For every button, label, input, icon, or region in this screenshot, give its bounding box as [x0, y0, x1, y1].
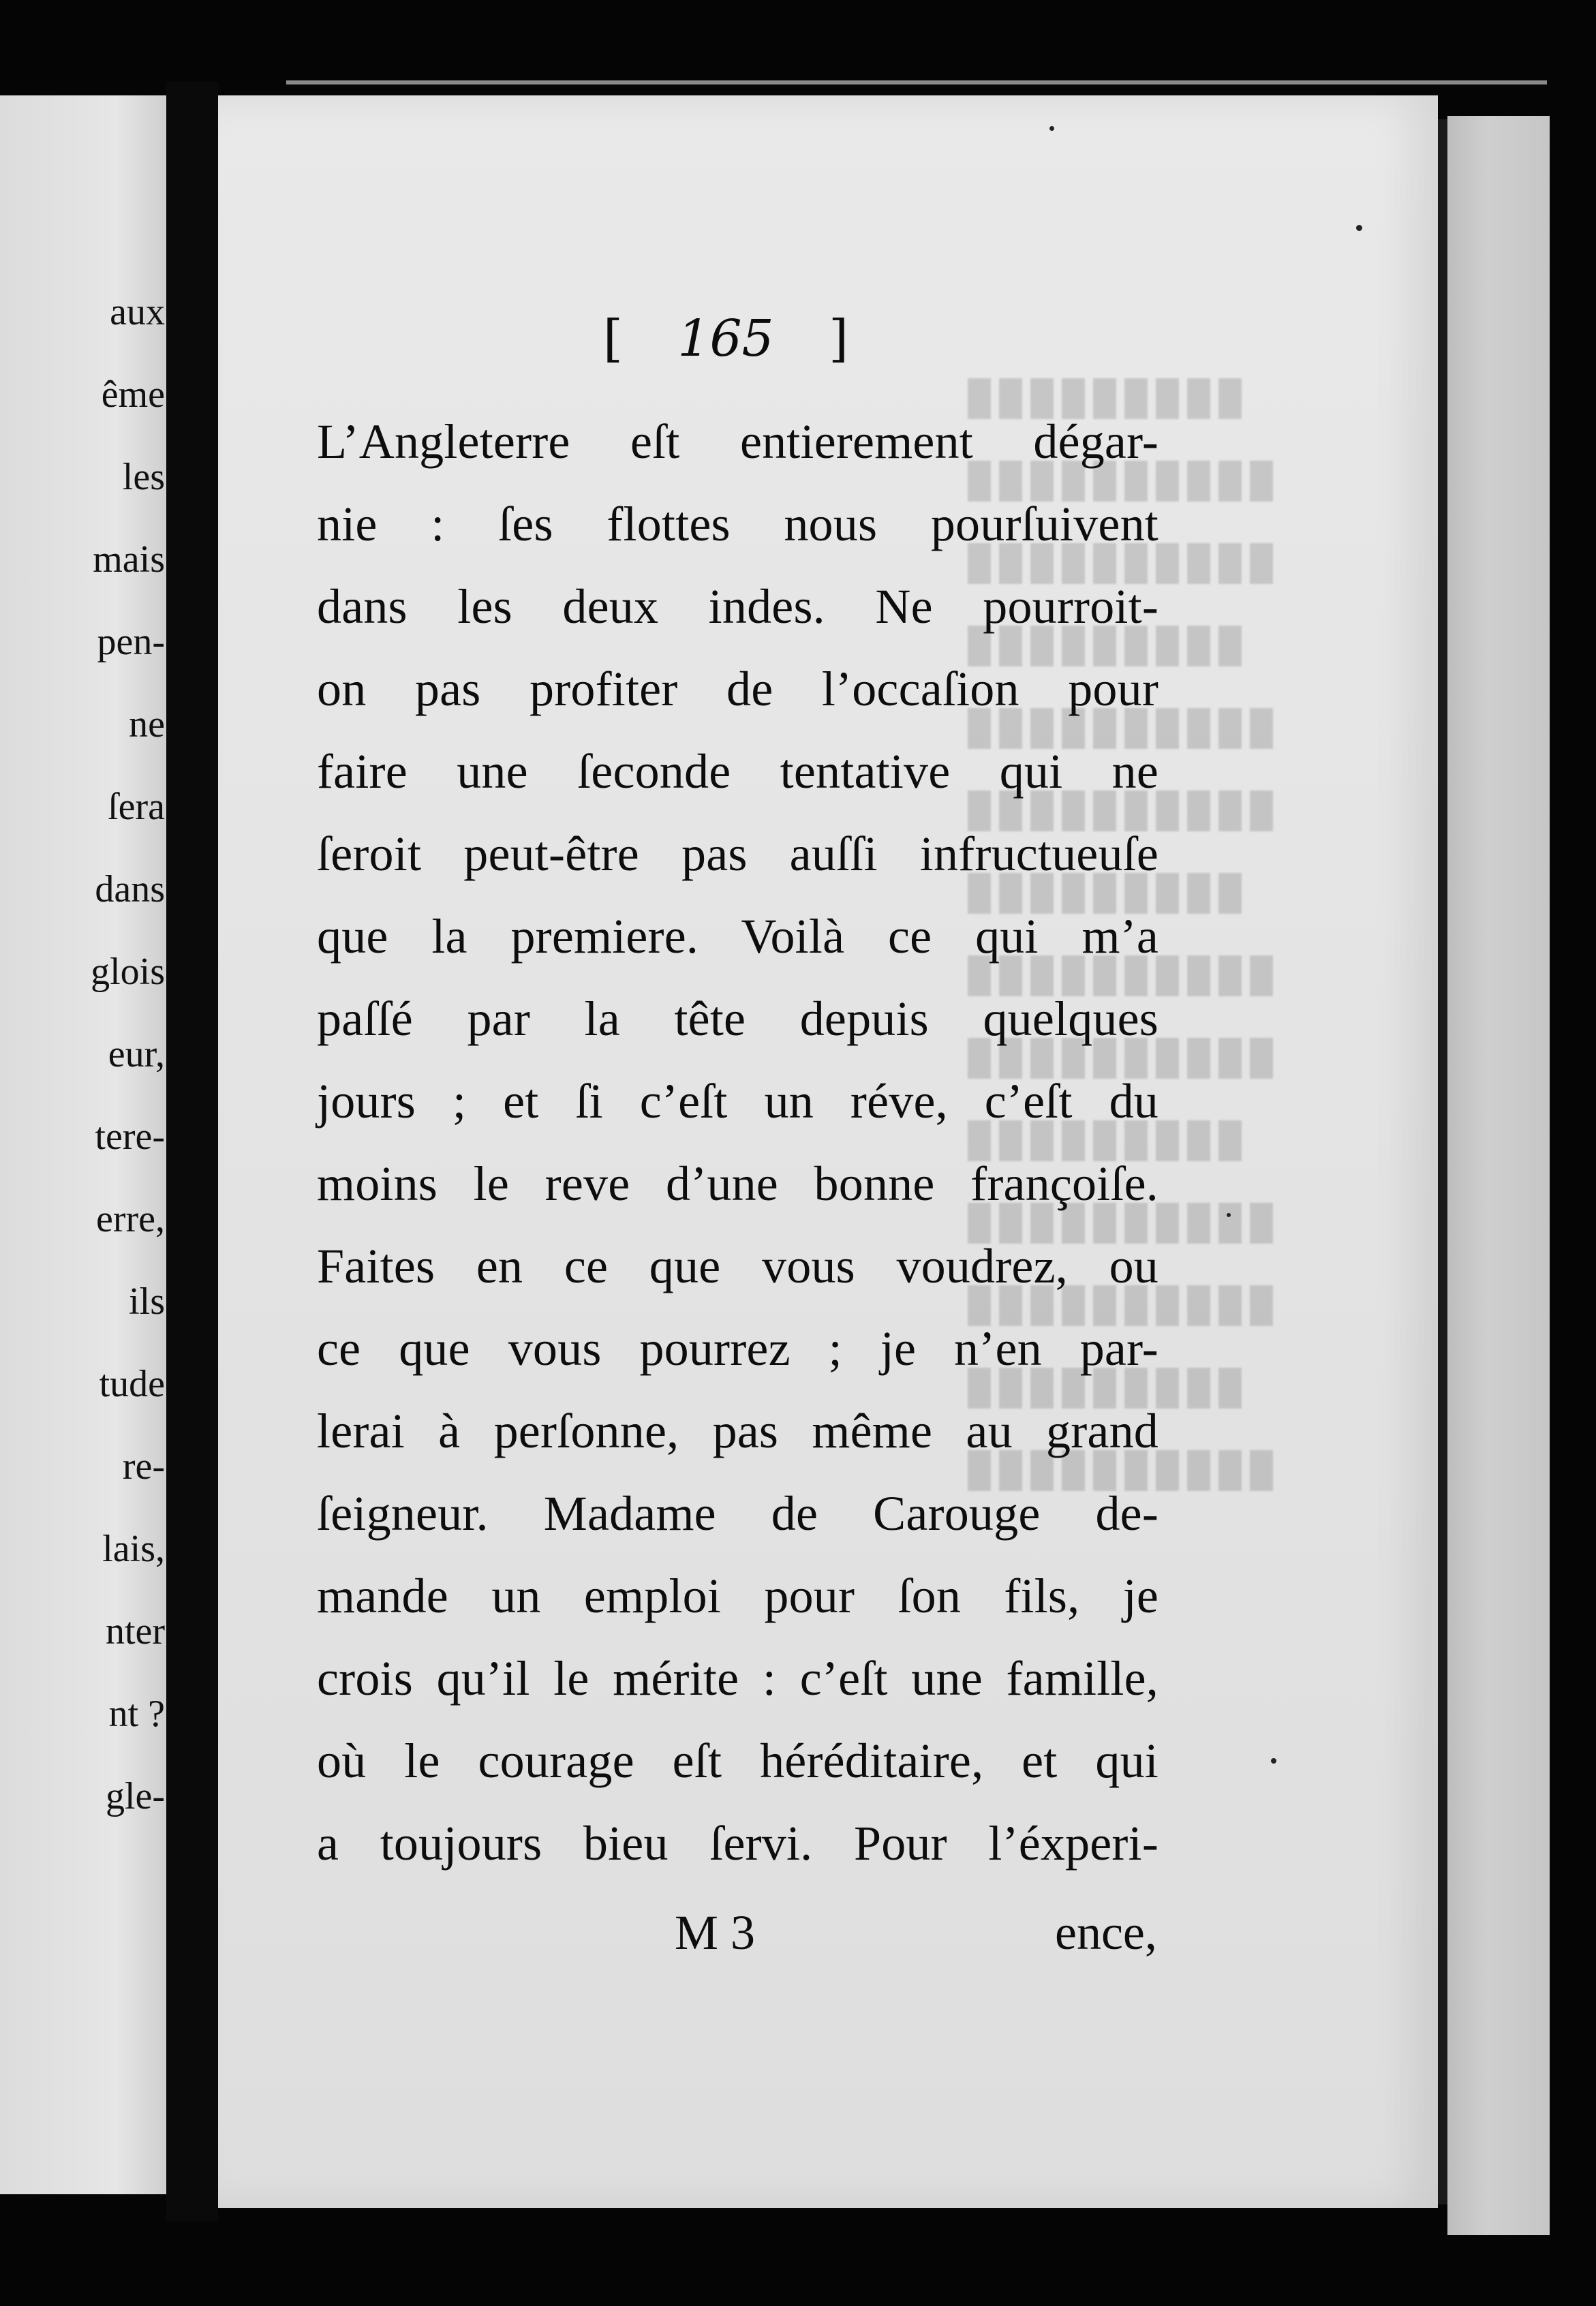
ink-speck [1227, 1213, 1231, 1217]
text-line: que la premiere. Voilà ce qui m’a [317, 909, 1158, 964]
text-line: ſeroit peut-être pas auſſi infructueuſe [317, 827, 1158, 881]
next-page-strip [1447, 116, 1550, 2235]
left-page-fragment: tere- [95, 1116, 165, 1158]
text-line: faire une ſeconde tentative qui ne [317, 744, 1158, 799]
left-page-fragment: erre, [95, 1198, 165, 1240]
left-page-fragment: ſera [108, 786, 165, 828]
left-page-fragment: ême [101, 373, 165, 416]
show-through-line [968, 378, 1250, 419]
text-line: nie : ſes flottes nous pourſuivent [317, 497, 1158, 551]
text-line: on pas profiter de l’occaſion pour [317, 662, 1158, 716]
text-line: paſſé par la tête depuis quelques [317, 991, 1158, 1046]
left-page-fragment: re- [122, 1445, 165, 1488]
text-line: crois qu’il le mérite : c’eſt une famille, [317, 1651, 1158, 1706]
ink-speck [1356, 225, 1362, 231]
left-page-fragment: nter [105, 1610, 165, 1652]
text-line: a toujours bieu ſervi. Pour l’éxperi- [317, 1816, 1158, 1871]
text-line: jours ; et ſi c’eſt un réve, c’eſt du [317, 1074, 1158, 1128]
text-line: ſeigneur. Madame de Carouge de- [317, 1486, 1158, 1541]
book-gutter [166, 82, 218, 2222]
left-page-fragment: ils [129, 1280, 165, 1323]
left-page-fragment: eur, [108, 1033, 165, 1075]
left-page-fragment: dans [95, 868, 165, 910]
text-line: où le courage eſt héréditaire, et qui [317, 1734, 1158, 1788]
left-page-fragment: les [122, 456, 165, 498]
page-number: 165 [677, 309, 774, 368]
text-line: moins le reve d’une bonne françoiſe. [317, 1156, 1158, 1211]
text-line: dans les deux indes. Ne pourroit- [317, 579, 1158, 634]
text-line: L’Angleterre eſt entierement dégar- [317, 414, 1158, 469]
close-bracket: ] [829, 309, 848, 368]
top-page-edge [286, 80, 1547, 84]
ink-speck [1049, 126, 1054, 131]
ink-speck [1271, 1758, 1276, 1764]
text-line: ce que vous pourrez ; je n’en par- [317, 1321, 1158, 1376]
running-head [603, 309, 848, 368]
text-line: Faites en ce que vous voudrez, ou [317, 1239, 1158, 1293]
page-edge-shadow [1438, 119, 1447, 2204]
left-page-fragment: tude [99, 1363, 165, 1405]
left-page-fragment: aux [110, 291, 165, 333]
left-page-fragment: ne [129, 703, 165, 745]
signature-mark: M 3 [675, 1905, 756, 1960]
catchword: ence, [1055, 1905, 1157, 1960]
left-facing-page [0, 95, 166, 2194]
left-page-fragment: gle- [105, 1775, 165, 1817]
open-bracket: [ [603, 309, 623, 368]
left-page-fragment: lais, [102, 1528, 165, 1570]
left-page-fragment: mais [93, 538, 165, 581]
left-page-fragment: pen- [97, 621, 165, 663]
text-line: lerai à perſonne, pas même au grand [317, 1404, 1158, 1458]
left-page-fragment: nt ? [108, 1693, 165, 1735]
left-page-text-fragments [0, 95, 165, 2194]
text-line: mande un emploi pour ſon fils, je [317, 1569, 1158, 1623]
left-page-fragment: glois [91, 951, 165, 993]
